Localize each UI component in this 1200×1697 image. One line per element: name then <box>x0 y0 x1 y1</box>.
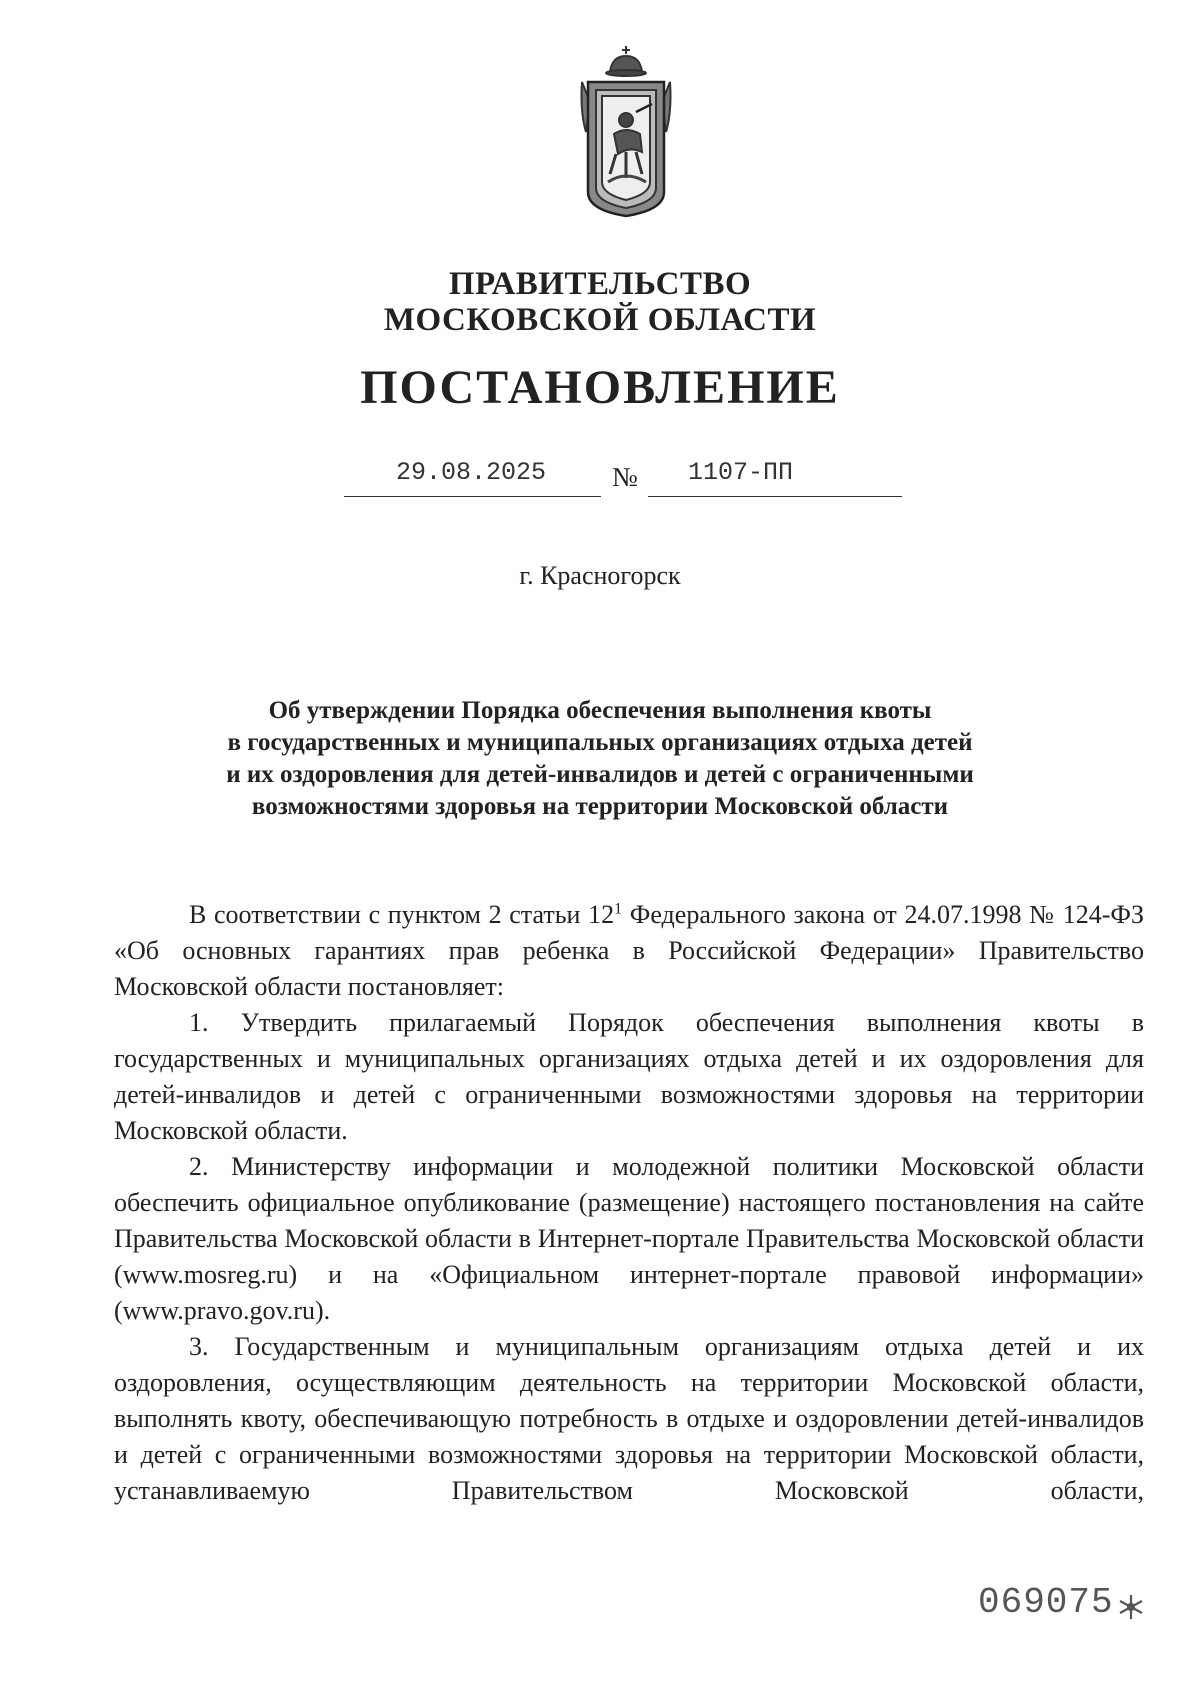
title-line: возможностями здоровья на территории Московской области <box>251 793 949 820</box>
number-sign: № <box>612 462 638 492</box>
registration-date: 29.08.2025 <box>396 458 547 487</box>
date-underline <box>344 496 601 497</box>
government-name-line2: МОСКОВСКОЙ ОБЛАСТИ <box>383 302 817 338</box>
title-line: в государственных и муниципальных организациях отдыха детей <box>227 729 973 756</box>
preamble-text-start: В соответствии с пунктом 2 статьи 12 <box>189 900 615 929</box>
city-of-issue: г. Красногорск <box>519 561 681 590</box>
title-line: и их оздоровления для детей-инвалидов и детей с ограниченными <box>226 761 974 788</box>
government-name-line1: ПРАВИТЕЛЬСТВО <box>448 266 752 302</box>
form-serial-number: 069075 <box>978 1582 1114 1623</box>
item-1-paragraph: 1. Утвердить прилагаемый Порядок обеспечения выполнения квоты в государственных и муниципальных организациях отдыха детей и их оздоровления для детей-инвалидов и детей с ограниченными возможностями здоровья на территории Московской области. <box>114 1008 1144 1145</box>
item-2-paragraph: 2. Министерству информации и молодежной политики Московской области обеспечить официальное опубликование (размещение) настоящего постановления на сайте Правительства Московской области в Интернет-портале Правительства Московской области (www.mosreg.ru) и на «Официальном интернет-портале правовой информации» (www.pravo.gov.ru). <box>114 1152 1144 1325</box>
document-body <box>114 897 1144 1509</box>
registration-number: 1107-ПП <box>688 458 794 487</box>
asterisk-flower-icon <box>1116 1592 1146 1622</box>
number-underline <box>648 496 902 497</box>
document-type-heading: ПОСТАНОВЛЕНИЕ <box>360 361 840 414</box>
item-3-paragraph: 3. Государственным и муниципальным организациям отдыха детей и их оздоровления, осуществляющим деятельность на территории Московской области, выполнять квоту, обеспечивающую потребность в отдыхе и оздоровлении детей-инвалидов и детей с ограниченными возможностями здоровья на территории Московской области, устанавливаемую Правительством Московской области, <box>114 1332 1144 1505</box>
article-superscript: 1 <box>614 900 623 918</box>
coat-of-arms-icon <box>570 42 682 220</box>
preamble-paragraph <box>114 897 1144 1005</box>
preamble-text-end: Федерального закона от 24.07.1998 № 124-ФЗ «Об основных гарантиях прав ребенка в Российской Федерации» Правительство Московской области постановляет: <box>114 900 1145 1001</box>
document-title <box>160 695 1040 823</box>
title-line: Об утверждении Порядка обеспечения выполнения квоты <box>268 697 932 724</box>
